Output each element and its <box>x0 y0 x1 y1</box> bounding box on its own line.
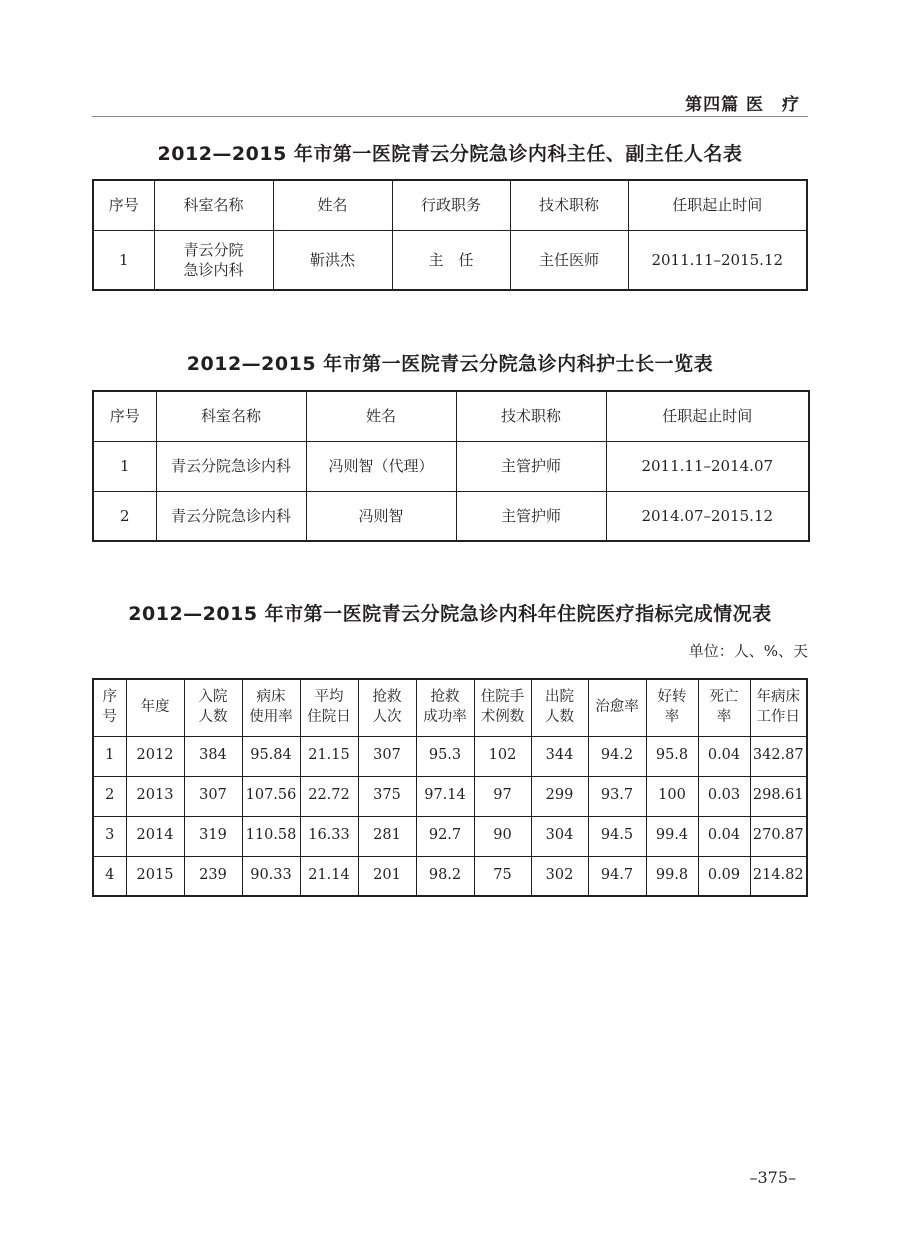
table3-header-cell <box>588 679 646 736</box>
table2-header-cell: 序号 <box>93 391 156 441</box>
table3-header-cell <box>126 679 184 736</box>
table1-header-cell: 技术职称 <box>510 180 628 230</box>
table1-cell-period: 2011.11–2015.12 <box>628 230 807 290</box>
table3-cell: 21.15 <box>300 736 358 776</box>
table2 <box>92 390 810 542</box>
table3-cell: 298.61 <box>750 776 807 816</box>
table3-cell: 0.04 <box>698 736 750 776</box>
table3-header-line: 人次 <box>372 708 402 725</box>
table1-header-cell: 序号 <box>93 180 154 230</box>
table3-header-cell <box>416 679 474 736</box>
table1-cell-admin: 主 任 <box>392 230 510 290</box>
table3-cell: 201 <box>358 856 416 896</box>
table3-cell: 100 <box>646 776 698 816</box>
table2-title: 2012—2015 年市第一医院青云分院急诊内科护士长一览表 <box>186 353 714 375</box>
table2-header-cell: 姓名 <box>306 391 456 441</box>
table1-cell-no: 1 <box>93 230 154 290</box>
table3-cell: 342.87 <box>750 736 807 776</box>
table2-cell-period: 2014.07–2015.12 <box>606 491 809 541</box>
table3-header-line: 入院 <box>198 689 228 706</box>
running-header <box>92 88 808 117</box>
table3-header-line: 率 <box>664 708 680 725</box>
table3-header-line: 年病床 <box>756 689 800 706</box>
table3-header-row <box>93 679 807 736</box>
table3-cell: 270.87 <box>750 816 807 856</box>
table3-header-line: 号 <box>102 708 117 725</box>
table3-cell: 307 <box>358 736 416 776</box>
table3-header-line: 抢救 <box>430 689 460 706</box>
table3-cell: 21.14 <box>300 856 358 896</box>
table2-cell-dept: 青云分院急诊内科 <box>156 491 306 541</box>
table3-header-cell <box>474 679 531 736</box>
table3-cell: 3 <box>93 816 126 856</box>
table3-cell: 384 <box>184 736 242 776</box>
table3-cell: 99.4 <box>646 816 698 856</box>
table1-dept-line: 青云分院 <box>183 240 244 259</box>
table-row <box>93 441 809 491</box>
table3-header-line: 术例数 <box>480 708 525 725</box>
table3-header-line: 治愈率 <box>595 698 639 715</box>
table3-header-cell <box>698 679 750 736</box>
table3-cell: 95.8 <box>646 736 698 776</box>
table3-cell: 0.03 <box>698 776 750 816</box>
table3-cell: 92.7 <box>416 816 474 856</box>
table3-header-line: 序 <box>102 689 117 706</box>
table3-cell: 102 <box>474 736 531 776</box>
table3-cell: 95.84 <box>242 736 300 776</box>
table3-cell: 344 <box>531 736 588 776</box>
table-row <box>93 856 807 896</box>
table3-cell: 2 <box>93 776 126 816</box>
table3-header-line: 住院日 <box>307 708 351 725</box>
table3-header-line: 抢救 <box>372 689 402 706</box>
table3-cell: 107.56 <box>242 776 300 816</box>
table3-header-cell <box>750 679 807 736</box>
table3-cell: 2013 <box>126 776 184 816</box>
table3-cell: 0.04 <box>698 816 750 856</box>
table1-dept-line: 急诊内科 <box>183 260 244 279</box>
table3-cell: 281 <box>358 816 416 856</box>
table3-cell: 239 <box>184 856 242 896</box>
table3-header-line: 平均 <box>314 689 344 706</box>
table2-cell-no: 1 <box>93 441 156 491</box>
table3-header-line: 率 <box>716 708 732 725</box>
table2-cell-title: 主管护师 <box>456 441 606 491</box>
table-row <box>93 491 809 541</box>
table3-cell: 2014 <box>126 816 184 856</box>
table3-cell: 375 <box>358 776 416 816</box>
table3-header-cell <box>93 679 126 736</box>
table3-header-line: 好转 <box>657 689 687 706</box>
table3-cell: 94.5 <box>588 816 646 856</box>
table1-header-cell: 姓名 <box>273 180 392 230</box>
table-row <box>93 230 807 290</box>
table1-header-cell: 行政职务 <box>392 180 510 230</box>
table3-cell: 302 <box>531 856 588 896</box>
table3-header-cell <box>300 679 358 736</box>
table3-cell: 75 <box>474 856 531 896</box>
table3-cell: 99.8 <box>646 856 698 896</box>
table3-cell: 299 <box>531 776 588 816</box>
table3-cell: 97 <box>474 776 531 816</box>
table2-header-cell: 任职起止时间 <box>606 391 809 441</box>
table2-cell-title: 主管护师 <box>456 491 606 541</box>
table3-header-line: 工作日 <box>756 708 800 725</box>
table3-header-line: 使用率 <box>249 708 293 725</box>
table3-header-cell <box>242 679 300 736</box>
table3-unit: 单位：人、%、天 <box>688 642 808 660</box>
running-header-text: 第四篇 医 疗 <box>685 95 800 115</box>
table2-header-cell: 科室名称 <box>156 391 306 441</box>
table3-header-line: 人数 <box>545 708 574 725</box>
table2-cell-name: 冯则智 <box>306 491 456 541</box>
table1-header-cell: 任职起止时间 <box>628 180 807 230</box>
table3-cell: 16.33 <box>300 816 358 856</box>
table1-cell-title: 主任医师 <box>510 230 628 290</box>
table3-cell: 94.2 <box>588 736 646 776</box>
table3-header-line: 死亡 <box>709 689 739 706</box>
table3-cell: 110.58 <box>242 816 300 856</box>
table3-header-cell <box>184 679 242 736</box>
table1 <box>92 179 808 291</box>
table3-header-cell <box>646 679 698 736</box>
table3-cell: 94.7 <box>588 856 646 896</box>
table3-cell: 304 <box>531 816 588 856</box>
table2-cell-name: 冯则智（代理） <box>306 441 456 491</box>
table1-header-row <box>93 180 807 230</box>
table-row <box>93 816 807 856</box>
table2-cell-period: 2011.11–2014.07 <box>606 441 809 491</box>
table3-header-cell <box>531 679 588 736</box>
table3-cell: 90.33 <box>242 856 300 896</box>
table3-cell: 95.3 <box>416 736 474 776</box>
table2-cell-no: 2 <box>93 491 156 541</box>
table2-header-cell: 技术职称 <box>456 391 606 441</box>
table3-cell: 2012 <box>126 736 184 776</box>
table3-header-line: 住院手 <box>480 689 525 706</box>
table3-cell: 1 <box>93 736 126 776</box>
table3-header-line: 出院 <box>545 689 574 706</box>
table3-header-cell <box>358 679 416 736</box>
table1-title: 2012—2015 年市第一医院青云分院急诊内科主任、副主任人名表 <box>157 143 743 165</box>
table3-header-line: 人数 <box>198 708 228 725</box>
table3-cell: 307 <box>184 776 242 816</box>
table2-header-row <box>93 391 809 441</box>
table3-title: 2012—2015 年市第一医院青云分院急诊内科年住院医疗指标完成情况表 <box>128 603 772 625</box>
table3-cell: 90 <box>474 816 531 856</box>
table3-cell: 93.7 <box>588 776 646 816</box>
table3-cell: 0.09 <box>698 856 750 896</box>
page-number: –375– <box>749 1168 796 1187</box>
table3-header-line: 成功率 <box>423 708 467 725</box>
table3-cell: 214.82 <box>750 856 807 896</box>
table3-cell: 2015 <box>126 856 184 896</box>
table3-cell: 22.72 <box>300 776 358 816</box>
table3 <box>92 678 808 897</box>
table-row <box>93 736 807 776</box>
table1-cell-dept <box>154 230 273 290</box>
table3-cell: 97.14 <box>416 776 474 816</box>
table2-cell-dept: 青云分院急诊内科 <box>156 441 306 491</box>
table1-header-cell: 科室名称 <box>154 180 273 230</box>
table-row <box>93 776 807 816</box>
table1-cell-name: 靳洪杰 <box>273 230 392 290</box>
table3-header-line: 年度 <box>140 698 170 715</box>
table3-cell: 4 <box>93 856 126 896</box>
table3-cell: 98.2 <box>416 856 474 896</box>
table3-header-line: 病床 <box>256 689 286 706</box>
table3-cell: 319 <box>184 816 242 856</box>
